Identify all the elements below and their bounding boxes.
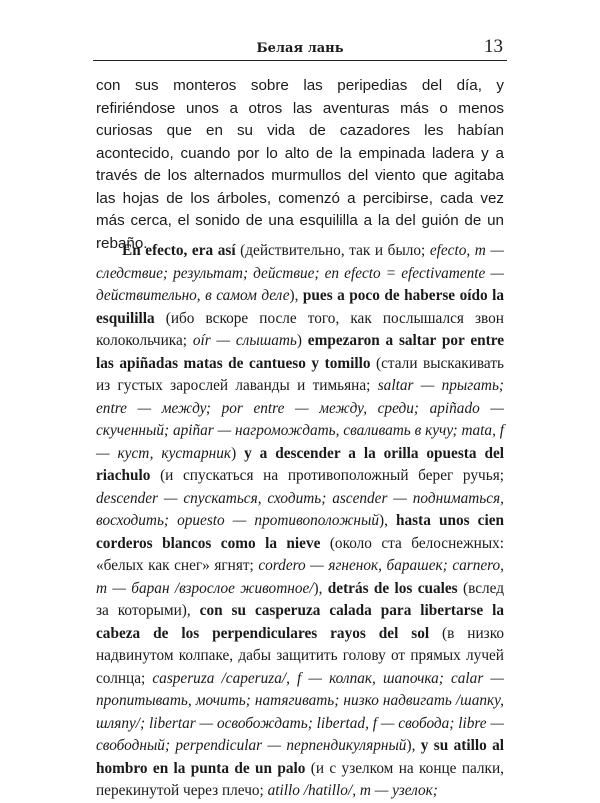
translation-text: ),: [289, 287, 303, 304]
spanish-phrase: En efecto, era así: [122, 242, 236, 259]
spanish-phrase: y a descender a la orilla opuesta del riachulo: [96, 444, 504, 484]
spanish-phrase: detrás de los cuales: [327, 579, 458, 597]
translation-text: ): [296, 332, 308, 349]
spanish-phrase: hasta unos cien corderos blancos como la nieve: [96, 512, 504, 552]
translation-text: (около ста белоснежных: «белых как снег» ягнят;: [96, 534, 504, 574]
translation-text: ): [231, 444, 245, 462]
spanish-phrase: pues a poco de haberse oído la esquililla: [96, 287, 505, 327]
spanish-phrase: empezaron a saltar por entre las apiñadas matas de cantueso y tomillo: [96, 332, 505, 372]
vocabulary-note: oír — слышать: [192, 332, 297, 349]
translation-text: ),: [406, 737, 421, 754]
spanish-phrase: con su casperuza calada para libertarse la cabeza de los perpendiculares rayos del sol: [96, 602, 504, 642]
vocabulary-note: saltar — прыгать; entre — между; por entre — между, среди; apiñado — скученный; apiñar — нагромождать, сваливать в кучу; mata, f — куст, кустарник: [96, 377, 504, 462]
page-number: 13: [484, 36, 503, 57]
vocabulary-note: cordero — ягненок, барашек; carnero, m — баран /взрослое животное/: [96, 557, 505, 597]
translation-text: (и с узелком на конце палки, перекинутой через плечо;: [96, 759, 505, 799]
running-title: Белая лань: [256, 41, 344, 56]
translation-text: (в низко надвинутом колпаке, дабы защитить голову от прямых лучей солнца;: [96, 624, 505, 687]
spanish-phrase: y su atillo al hombro en la punta de un palo: [96, 737, 505, 777]
translation-text: (ибо вскоре после того, как послышался звон колокольчика;: [96, 309, 504, 349]
commentary-paragraph: [96, 240, 504, 803]
translation-text: (действительно, так и было;: [235, 242, 430, 259]
vocabulary-note: atillo /hatillo/, m — узелок;: [267, 782, 438, 799]
original-paragraph: con sus monteros sobre las peripedias del día, y refiriéndose unos a otros las aventuras más o menos curiosas que en su vida de cazadores les habían acontecido, cuando por lo alto de la empinada ladera y a través de los alternados murmullos del viento que agitaba las hojas de los árboles, comenzó a percibirse, cada vez más cerca, el sonido de una esquililla a la del guión de un rebaño.: [96, 77, 504, 252]
translation-text: (и спускаться на противоположный берег ручья;: [150, 467, 504, 484]
vocabulary-note: efecto, m — следствие; результат; действие; en efecto = efectivamente — действительно, в самом деле: [96, 242, 504, 304]
translation-text: (вслед за которыми),: [96, 579, 504, 619]
translation-text: ),: [313, 579, 328, 597]
vocabulary-note: descender — спускаться, сходить; ascender — подниматься, восходить; opuesto — противоположный: [96, 489, 504, 529]
vocabulary-note: casperuza /caperuza/, f — колпак, шапочка; calar — пропитывать, мочить; натягивать; низко надвигать /шапку, шляпу/; libertar — освобождать; libertad, f — свобода; libre — свободный; perpendicular — перпендикулярный: [96, 669, 504, 754]
translation-text: (стали выскакивать из густых зарослей лаванды и тимьяна;: [96, 354, 504, 394]
running-header: [93, 36, 507, 61]
translation-text: ),: [379, 512, 397, 529]
